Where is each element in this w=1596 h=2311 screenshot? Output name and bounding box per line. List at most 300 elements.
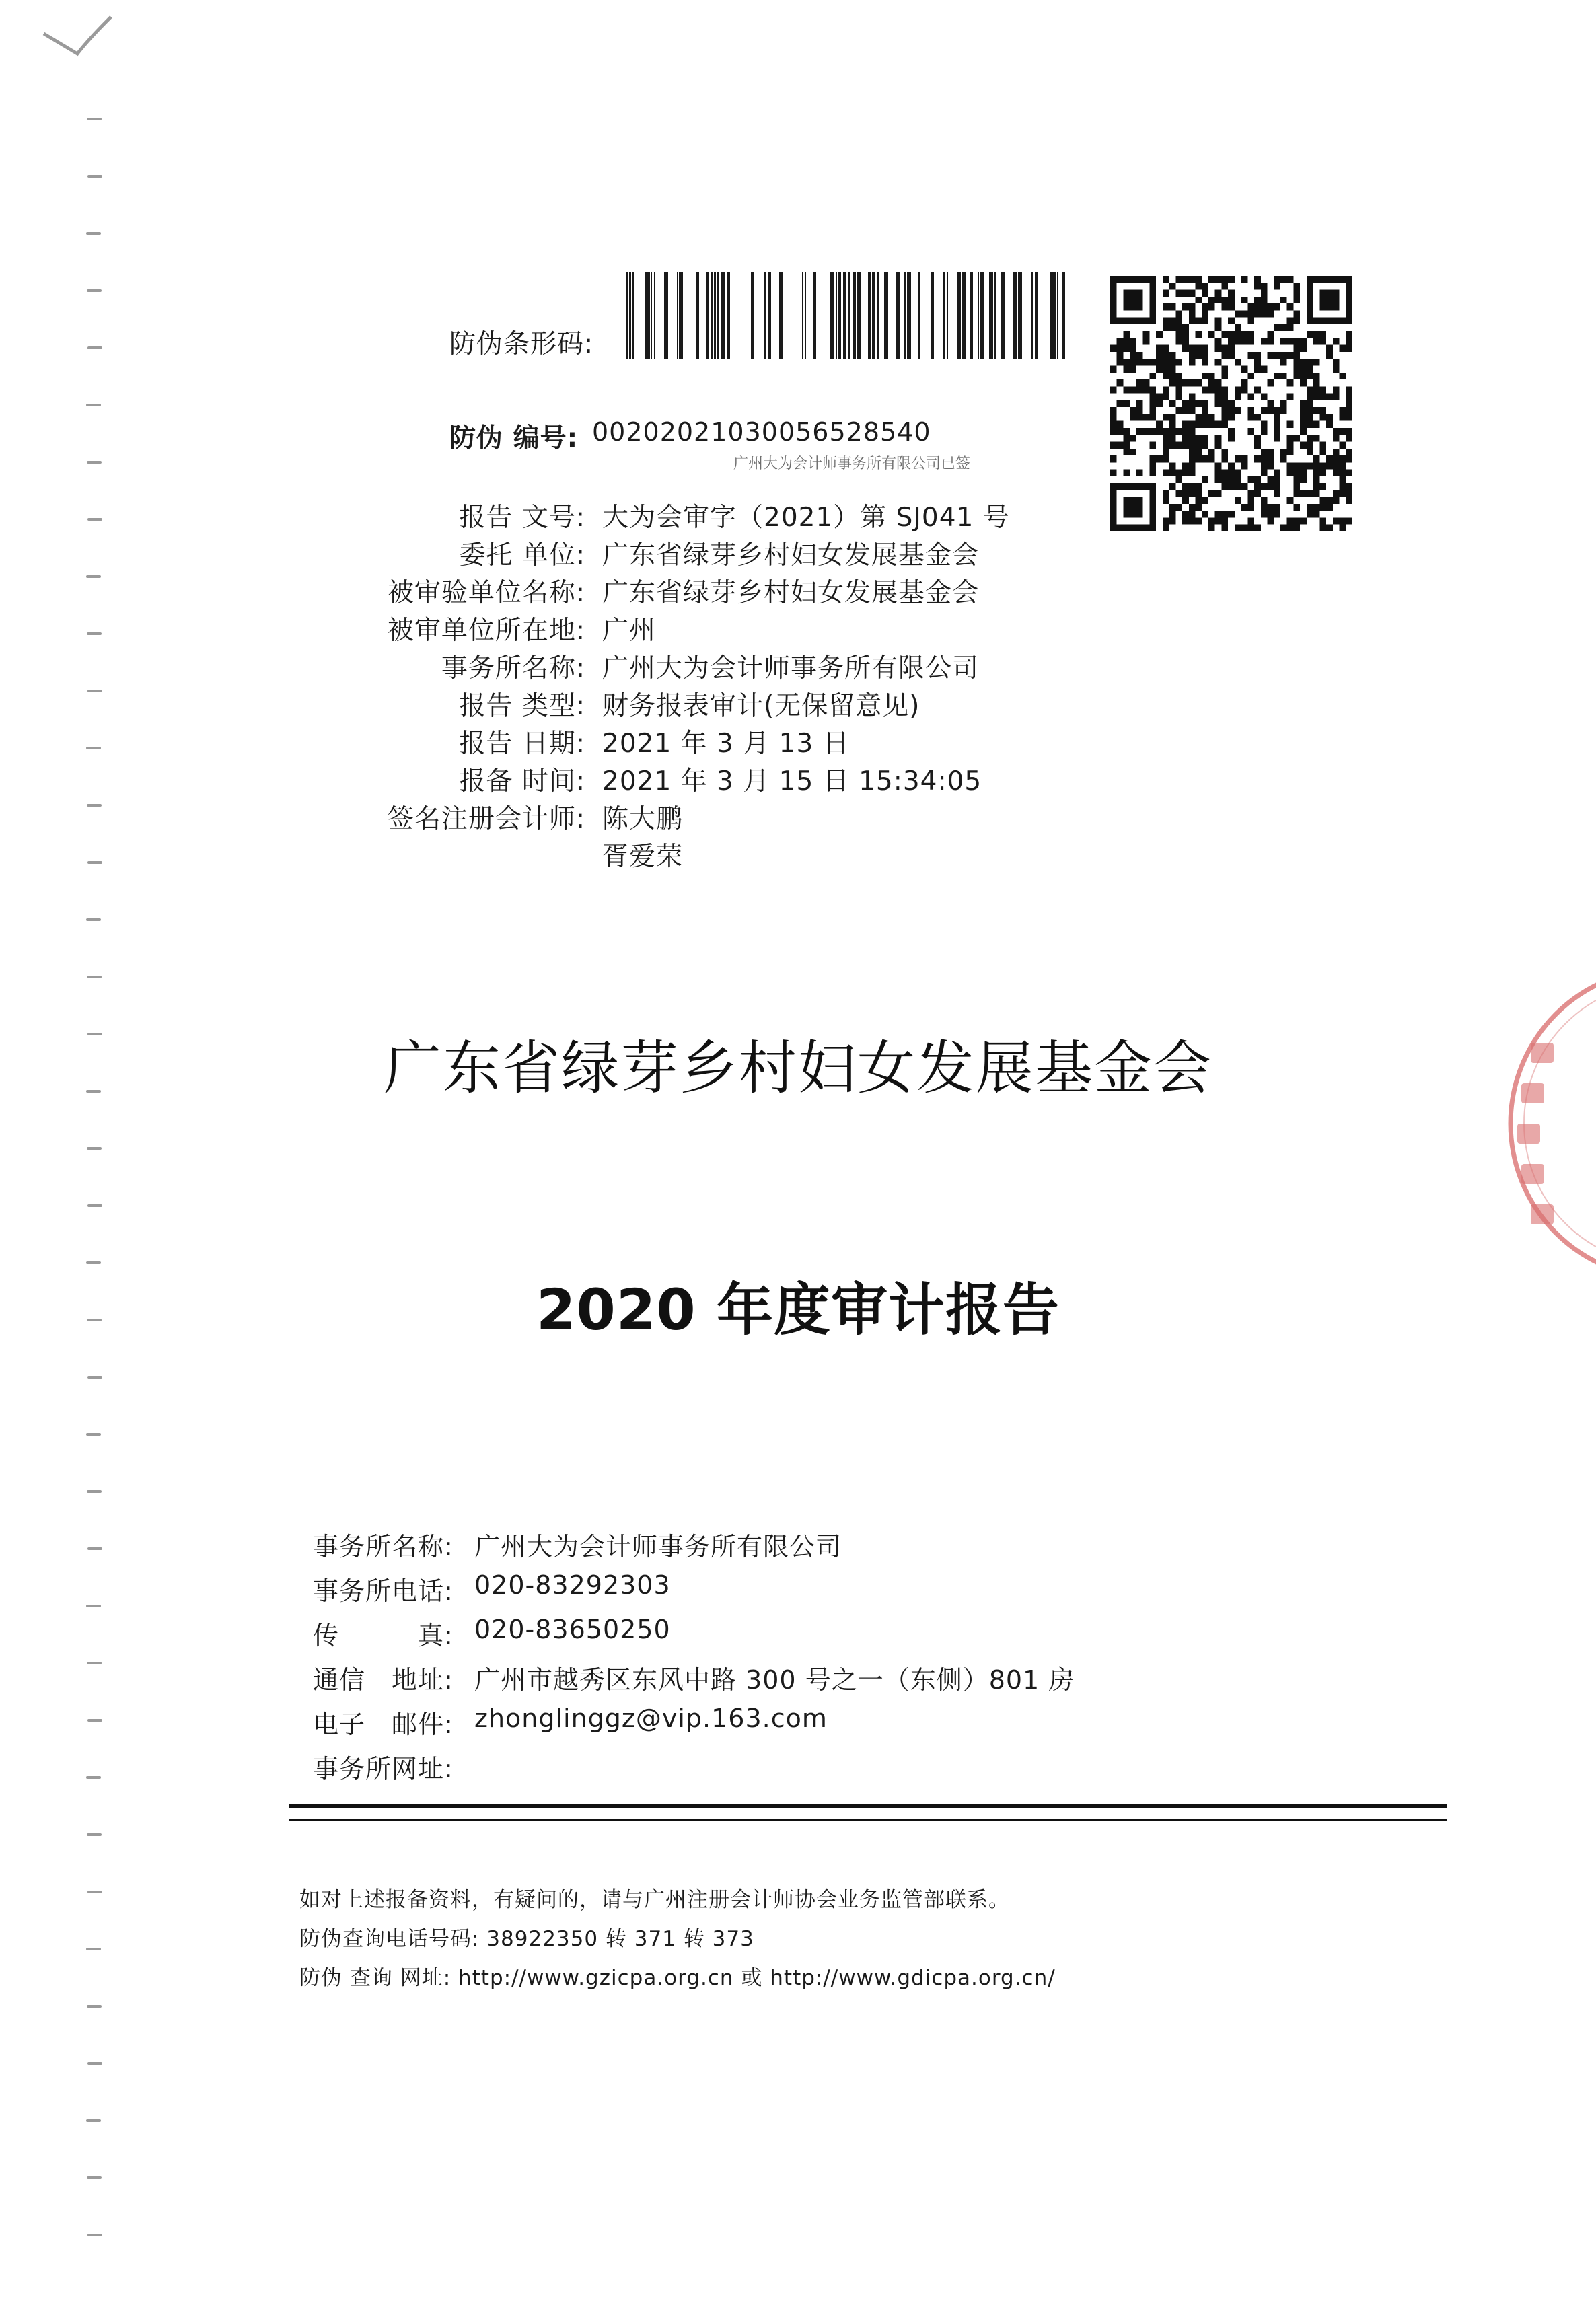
- red-seal-partial: [1504, 962, 1596, 1285]
- serial-label: 防伪 编号:: [449, 423, 579, 453]
- barcode-bar: [677, 272, 678, 359]
- qr-module: [1287, 525, 1294, 531]
- qr-module: [1274, 276, 1280, 283]
- qr-module: [1346, 394, 1352, 400]
- corner-check-mark: [40, 13, 114, 61]
- barcode-bar: [1062, 272, 1065, 359]
- qr-module: [1175, 428, 1182, 435]
- qr-module: [1156, 359, 1163, 365]
- qr-module: [1307, 394, 1313, 400]
- qr-module: [1326, 497, 1333, 504]
- qr-module: [1300, 476, 1307, 483]
- qr-module: [1268, 331, 1274, 338]
- qr-module: [1169, 483, 1176, 490]
- qr-module: [1130, 435, 1136, 441]
- qr-module: [1156, 400, 1163, 407]
- barcode-bar: [629, 272, 631, 359]
- qr-module: [1340, 517, 1346, 524]
- firm-info-value: 020-83292303: [474, 1570, 671, 1600]
- qr-module: [1313, 359, 1320, 365]
- qr-module: [1247, 504, 1254, 511]
- qr-module: [1110, 421, 1117, 428]
- qr-module: [1280, 407, 1287, 414]
- meta-label: 报告 文号:: [459, 503, 585, 533]
- qr-module: [1182, 490, 1189, 497]
- barcode-bar: [813, 272, 816, 359]
- qr-module: [1307, 511, 1313, 517]
- report-title: 2020 年度审计报告: [536, 1277, 1060, 1343]
- qr-module: [1221, 345, 1228, 352]
- qr-module: [1319, 462, 1326, 469]
- qr-module: [1319, 386, 1326, 393]
- qr-module: [1208, 386, 1215, 393]
- barcode-bar: [853, 272, 856, 359]
- qr-module: [1319, 441, 1326, 448]
- qr-module: [1189, 483, 1196, 490]
- qr-module: [1346, 428, 1352, 435]
- barcode-bar: [706, 272, 709, 359]
- qr-module: [1293, 462, 1300, 469]
- qr-module: [1254, 366, 1261, 373]
- qr-module: [1307, 359, 1313, 365]
- qr-module: [1241, 276, 1248, 283]
- qr-module: [1313, 407, 1320, 414]
- qr-module: [1195, 435, 1202, 441]
- qr-module: [1169, 504, 1176, 511]
- binding-hole: [87, 2005, 102, 2008]
- serial-number: 00202021030056528540: [592, 417, 931, 447]
- binding-hole: [87, 861, 102, 864]
- barcode-bar: [645, 272, 647, 359]
- barcode-bar: [943, 272, 945, 359]
- qr-module: [1208, 379, 1215, 386]
- qr-module: [1195, 400, 1202, 407]
- firm-info-value: 020-83650250: [474, 1615, 671, 1644]
- qr-module: [1261, 462, 1268, 469]
- qr-module: [1340, 470, 1346, 476]
- qr-module: [1254, 455, 1261, 462]
- qr-module: [1221, 352, 1228, 359]
- qr-module: [1215, 441, 1222, 448]
- qr-module: [1346, 345, 1352, 352]
- qr-module: [1169, 400, 1176, 407]
- qr-module: [1228, 318, 1235, 324]
- qr-module: [1280, 324, 1287, 331]
- firm-info-label: 传 真:: [313, 1621, 454, 1650]
- qr-module: [1110, 414, 1117, 420]
- qr-module: [1287, 421, 1294, 428]
- qr-module: [1319, 525, 1326, 531]
- qr-module: [1326, 421, 1333, 428]
- qr-module: [1169, 366, 1176, 373]
- qr-module: [1268, 400, 1274, 407]
- qr-module: [1313, 373, 1320, 379]
- qr-module: [1189, 400, 1196, 407]
- qr-module: [1163, 455, 1169, 462]
- barcode-bar: [931, 272, 934, 359]
- qr-module: [1208, 331, 1215, 338]
- qr-module: [1346, 449, 1352, 455]
- qr-module: [1163, 345, 1169, 352]
- qr-module: [1195, 490, 1202, 497]
- qr-module: [1228, 462, 1235, 469]
- barcode-bar: [779, 272, 783, 359]
- qr-module: [1293, 470, 1300, 476]
- qr-module: [1300, 345, 1307, 352]
- qr-module: [1221, 517, 1228, 524]
- qr-module: [1293, 310, 1300, 317]
- qr-module: [1169, 379, 1176, 386]
- qr-module: [1280, 338, 1287, 344]
- qr-module: [1287, 338, 1294, 344]
- qr-module: [1163, 441, 1169, 448]
- qr-module: [1221, 366, 1228, 373]
- qr-module: [1189, 490, 1196, 497]
- qr-module: [1326, 414, 1333, 420]
- qr-module: [1163, 490, 1169, 497]
- qr-module: [1143, 386, 1150, 393]
- separator-rule-top: [289, 1804, 1447, 1808]
- qr-module: [1221, 476, 1228, 483]
- qr-module: [1175, 394, 1182, 400]
- qr-module: [1215, 435, 1222, 441]
- qr-module: [1202, 310, 1208, 317]
- barcode-bar: [764, 272, 766, 359]
- qr-module: [1313, 462, 1320, 469]
- qr-module: [1293, 490, 1300, 497]
- qr-module: [1241, 462, 1248, 469]
- qr-module: [1287, 276, 1294, 283]
- organization-title: 广东省绿芽乡村妇女发展基金会: [384, 1035, 1212, 1102]
- qr-module: [1235, 470, 1241, 476]
- qr-module: [1280, 449, 1287, 455]
- barcode-bar: [1031, 272, 1033, 359]
- qr-module: [1208, 414, 1215, 420]
- qr-module: [1175, 504, 1182, 511]
- barcode-bar: [626, 272, 628, 359]
- qr-module: [1228, 414, 1235, 420]
- qr-module: [1221, 421, 1228, 428]
- qr-module: [1215, 470, 1222, 476]
- qr-module: [1268, 476, 1274, 483]
- qr-module: [1261, 455, 1268, 462]
- qr-module: [1143, 331, 1150, 338]
- binding-hole: [87, 2234, 102, 2236]
- qr-module: [1333, 435, 1340, 441]
- barcode-bar: [904, 272, 906, 359]
- qr-module: [1110, 470, 1117, 476]
- binding-hole: [87, 118, 102, 120]
- qr-module: [1293, 476, 1300, 483]
- qr-module: [1215, 400, 1222, 407]
- qr-module: [1340, 428, 1346, 435]
- binding-hole: [87, 518, 102, 521]
- firm-info-label: 事务所电话:: [313, 1576, 454, 1606]
- qr-module: [1202, 441, 1208, 448]
- meta-value: 2021 年 3 月 13 日: [602, 729, 850, 759]
- qr-module: [1228, 352, 1235, 359]
- qr-module: [1175, 490, 1182, 497]
- qr-module: [1333, 497, 1340, 504]
- binding-hole: [87, 804, 102, 807]
- qr-module: [1215, 297, 1222, 303]
- qr-module: [1293, 318, 1300, 324]
- barcode-bar: [947, 272, 948, 359]
- qr-module: [1215, 324, 1222, 331]
- qr-module: [1274, 476, 1280, 483]
- qr-module: [1117, 379, 1124, 386]
- footer-contact-note: 如对上述报备资料，有疑问的，请与广州注册会计师协会业务监管部联系。: [299, 1888, 1010, 1912]
- qr-module: [1175, 276, 1182, 283]
- qr-module: [1202, 407, 1208, 414]
- qr-module: [1215, 421, 1222, 428]
- qr-module: [1319, 470, 1326, 476]
- qr-module: [1175, 331, 1182, 338]
- qr-module: [1319, 497, 1326, 504]
- qr-module: [1189, 379, 1196, 386]
- qr-module: [1254, 483, 1261, 490]
- qr-module: [1300, 421, 1307, 428]
- qr-module: [1182, 290, 1189, 297]
- qr-module: [1169, 324, 1176, 331]
- qr-module: [1189, 511, 1196, 517]
- qr-module: [1123, 449, 1130, 455]
- qr-module: [1182, 331, 1189, 338]
- qr-module: [1241, 483, 1248, 490]
- binding-hole: [87, 289, 102, 292]
- qr-module: [1215, 359, 1222, 365]
- qr-module: [1215, 394, 1222, 400]
- qr-module: [1182, 303, 1189, 310]
- qr-module: [1143, 414, 1150, 420]
- qr-module: [1156, 394, 1163, 400]
- qr-module: [1123, 386, 1130, 393]
- qr-module: [1221, 373, 1228, 379]
- qr-module: [1163, 470, 1169, 476]
- qr-module: [1307, 421, 1313, 428]
- barcode-bar: [721, 272, 725, 359]
- qr-module: [1189, 462, 1196, 469]
- qr-module: [1195, 414, 1202, 420]
- qr-module: [1136, 352, 1143, 359]
- qr-module: [1130, 386, 1136, 393]
- qr-module: [1208, 517, 1215, 524]
- binding-hole: [86, 747, 101, 749]
- qr-module: [1247, 497, 1254, 504]
- qr-module: [1123, 359, 1130, 365]
- qr-module: [1293, 345, 1300, 352]
- binding-hole: [87, 346, 102, 349]
- qr-finder-core: [1123, 290, 1142, 311]
- binding-hole: [86, 404, 101, 406]
- qr-module: [1110, 407, 1117, 414]
- qr-module: [1235, 386, 1241, 393]
- qr-module: [1319, 407, 1326, 414]
- qr-module: [1149, 414, 1156, 420]
- qr-module: [1215, 276, 1222, 283]
- barcode-bar: [768, 272, 771, 359]
- qr-module: [1319, 449, 1326, 455]
- qr-module: [1156, 352, 1163, 359]
- meta-label: 被审验单位名称:: [387, 578, 585, 608]
- qr-module: [1117, 359, 1124, 365]
- qr-module: [1123, 470, 1130, 476]
- barcode-bar: [994, 272, 996, 359]
- qr-module: [1313, 511, 1320, 517]
- qr-module: [1169, 352, 1176, 359]
- qr-module: [1221, 394, 1228, 400]
- qr-module: [1326, 504, 1333, 511]
- qr-module: [1293, 290, 1300, 297]
- qr-module: [1247, 490, 1254, 497]
- qr-module: [1268, 455, 1274, 462]
- qr-code: [1110, 276, 1352, 531]
- qr-module: [1156, 331, 1163, 338]
- qr-module: [1280, 359, 1287, 365]
- qr-module: [1268, 407, 1274, 414]
- qr-module: [1189, 345, 1196, 352]
- qr-module: [1261, 290, 1268, 297]
- barcode-bar: [711, 272, 713, 359]
- qr-module: [1254, 276, 1261, 283]
- binding-hole: [86, 575, 101, 578]
- qr-module: [1189, 290, 1196, 297]
- qr-module: [1333, 359, 1340, 365]
- qr-module: [1268, 511, 1274, 517]
- binding-hole: [87, 1891, 102, 1893]
- qr-module: [1110, 428, 1117, 435]
- qr-module: [1208, 297, 1215, 303]
- qr-module: [1228, 297, 1235, 303]
- qr-module: [1346, 331, 1352, 338]
- qr-module: [1110, 455, 1117, 462]
- barcode-bar: [884, 272, 888, 359]
- qr-module: [1241, 386, 1248, 393]
- barcode-bar: [651, 272, 652, 359]
- qr-module: [1247, 394, 1254, 400]
- qr-module: [1241, 504, 1248, 511]
- barcode-bar: [980, 272, 984, 359]
- qr-module: [1156, 345, 1163, 352]
- barcode-bar: [857, 272, 861, 359]
- qr-module: [1300, 490, 1307, 497]
- meta-label: 事务所名称:: [441, 653, 585, 684]
- qr-module: [1195, 483, 1202, 490]
- qr-module: [1221, 407, 1228, 414]
- firm-info-label: 事务所网址:: [313, 1754, 454, 1784]
- qr-module: [1313, 338, 1320, 344]
- qr-module: [1195, 297, 1202, 303]
- barcode-bar: [978, 272, 979, 359]
- qr-module: [1241, 331, 1248, 338]
- qr-module: [1280, 525, 1287, 531]
- qr-module: [1182, 421, 1189, 428]
- qr-module: [1268, 462, 1274, 469]
- qr-module: [1182, 379, 1189, 386]
- qr-module: [1117, 338, 1124, 344]
- qr-module: [1175, 359, 1182, 365]
- qr-module: [1221, 455, 1228, 462]
- qr-module: [1247, 373, 1254, 379]
- barcode-bar: [970, 272, 973, 359]
- qr-module: [1202, 386, 1208, 393]
- qr-module: [1208, 490, 1215, 497]
- qr-module: [1136, 414, 1143, 420]
- qr-module: [1254, 490, 1261, 497]
- qr-module: [1136, 386, 1143, 393]
- qr-module: [1313, 394, 1320, 400]
- qr-module: [1274, 352, 1280, 359]
- qr-module: [1130, 366, 1136, 373]
- qr-module: [1254, 297, 1261, 303]
- qr-module: [1195, 345, 1202, 352]
- qr-module: [1130, 407, 1136, 414]
- qr-module: [1136, 428, 1143, 435]
- qr-module: [1268, 338, 1274, 344]
- meta-value: 陈大鹏: [602, 804, 684, 834]
- qr-module: [1254, 525, 1261, 531]
- binding-hole: [87, 1204, 102, 1207]
- qr-module: [1300, 414, 1307, 420]
- qr-module: [1215, 517, 1222, 524]
- qr-module: [1130, 449, 1136, 455]
- qr-module: [1123, 345, 1130, 352]
- qr-module: [1163, 449, 1169, 455]
- qr-module: [1333, 428, 1340, 435]
- barcode-bar: [957, 272, 961, 359]
- qr-module: [1149, 407, 1156, 414]
- barcode-bar: [830, 272, 834, 359]
- qr-module: [1189, 407, 1196, 414]
- qr-module: [1307, 407, 1313, 414]
- qr-module: [1189, 441, 1196, 448]
- qr-module: [1280, 400, 1287, 407]
- qr-module: [1149, 394, 1156, 400]
- barcode-label: 防伪条形码:: [449, 329, 594, 359]
- qr-module: [1163, 276, 1169, 283]
- qr-module: [1274, 483, 1280, 490]
- qr-module: [1195, 331, 1202, 338]
- qr-module: [1163, 386, 1169, 393]
- qr-module: [1326, 345, 1333, 352]
- qr-module: [1340, 483, 1346, 490]
- qr-module: [1130, 414, 1136, 420]
- qr-module: [1149, 373, 1156, 379]
- qr-module: [1189, 455, 1196, 462]
- qr-module: [1221, 525, 1228, 531]
- qr-module: [1247, 428, 1254, 435]
- qr-module: [1163, 318, 1169, 324]
- barcode-bar: [679, 272, 683, 359]
- qr-module: [1163, 414, 1169, 420]
- qr-module: [1235, 338, 1241, 344]
- qr-module: [1130, 352, 1136, 359]
- qr-module: [1110, 345, 1117, 352]
- qr-module: [1195, 497, 1202, 504]
- meta-value: 2021 年 3 月 15 日 15:34:05: [602, 766, 982, 797]
- barcode-bar: [1050, 272, 1054, 359]
- qr-module: [1287, 324, 1294, 331]
- qr-module: [1300, 462, 1307, 469]
- barcode-bar: [727, 272, 730, 359]
- qr-module: [1195, 517, 1202, 524]
- barcode-bar: [647, 272, 650, 359]
- binding-hole: [87, 461, 102, 464]
- qr-module: [1313, 379, 1320, 386]
- qr-module: [1208, 421, 1215, 428]
- qr-module: [1235, 455, 1241, 462]
- barcode-bar: [872, 272, 875, 359]
